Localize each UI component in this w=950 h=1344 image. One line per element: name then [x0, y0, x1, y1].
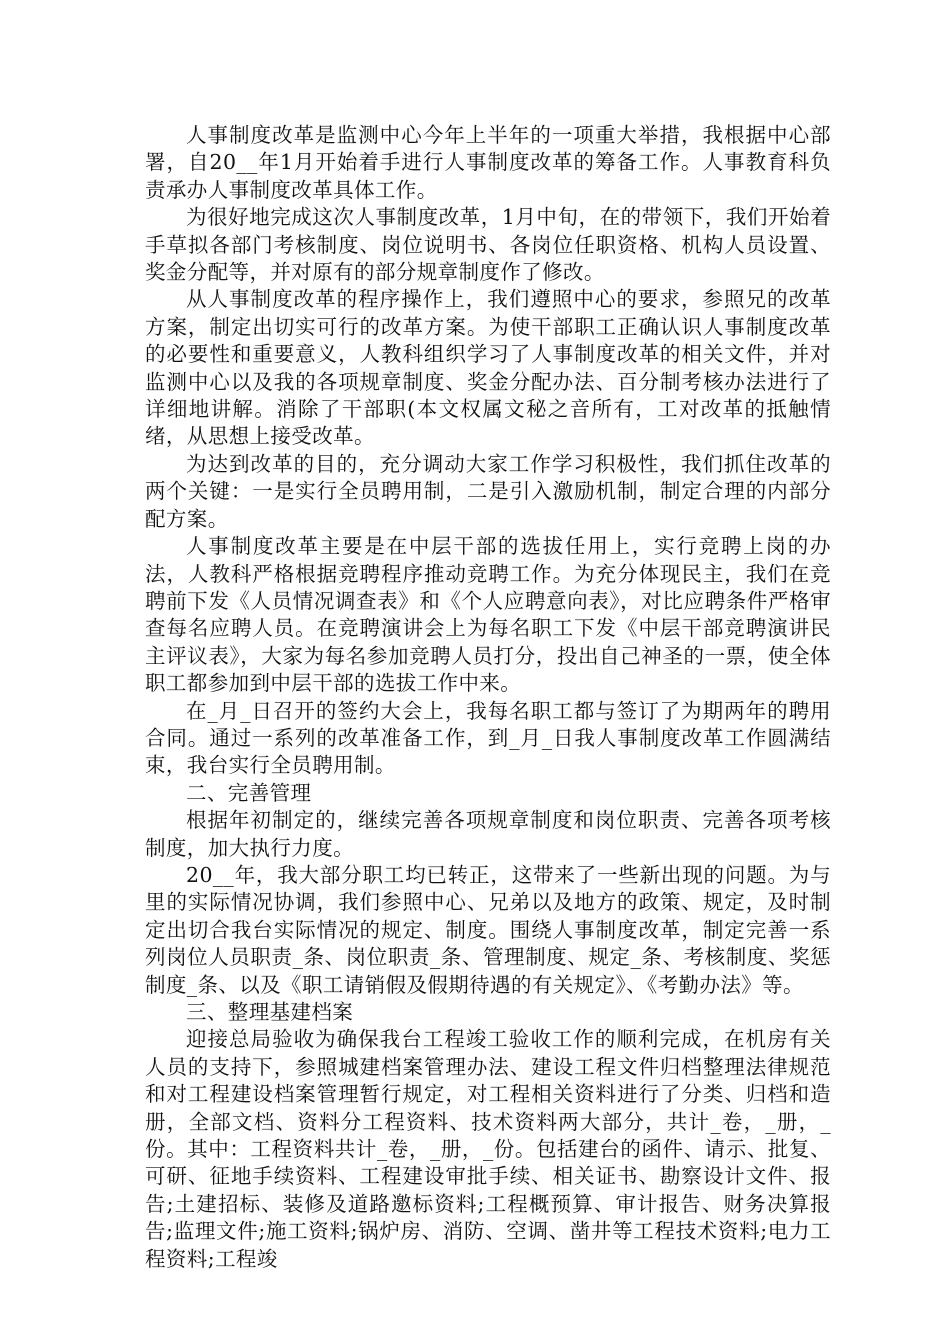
paragraph-7: 根据年初制定的，继续完善各项规章制度和岗位职责、完善各项考核制度，加大执行力度。: [145, 808, 831, 860]
paragraph-1: 人事制度改革是监测中心今年上半年的一项重大举措，我根据中心部署，自20__年1月开始着手进行人事制度改革的筹备工作。人事教育科负责承办人事制度改革具体工作。: [145, 123, 831, 202]
section-heading-3: 三、整理基建档案: [186, 1000, 354, 1024]
paragraph-6: 在_月_日召开的签约大会上，我每名职工都与签订了为期两年的聘用合同。通过一系列的改革准备工作，到_月_日我人事制度改革工作圆满结束，我台实行全员聘用制。: [145, 698, 831, 778]
paragraph-3: 从人事制度改革的程序操作上，我们遵照中心的要求，参照兄的改革方案，制定出切实可行的改革方案。为使干部职工正确认识人事制度改革的必要性和重要意义，人教科组织学习了人事制度改革的相关文件，并对监测中心以及我的各项规章制度、奖金分配办法、百分制考核办法进行了详细地讲解。消除了干部职(本文权属文秘之音所有，工对改革的抵触情绪，从思想上接受改革。: [145, 287, 831, 449]
document-body: [145, 122, 831, 1273]
paragraph-2: 为很好地完成这次人事制度改革，1月中旬，在的带领下，我们开始着手草拟各部门考核制度、岗位说明书、各岗位任职资格、机构人员设置、奖金分配等，并对原有的部分规章制度作了修改。: [145, 205, 831, 285]
paragraph-8: 20__年，我大部分职工均已转正，这带来了一些新出现的问题。为与里的实际情况协调，我们参照中心、兄弟以及地方的政策、规定，及时制定出切合我台实际情况的规定、制度。围绕人事制度改革，制定完善一系列岗位人员职责_条、岗位职责_条、管理制度、规定_条、考核制度、奖惩制度_条、以及《职工请销假及假期待遇的有关规定》、《考勤办法》等。: [145, 862, 831, 997]
section-heading-2: 二、完善管理: [186, 780, 312, 805]
paragraph-5: 人事制度改革主要是在中层干部的选拔任用上，实行竞聘上岗的办法，人教科严格根据竞聘程序推动竞聘工作。为充分体现民主，我们在竞聘前下发《人员情况调查表》和《个人应聘意向表》，对比应聘条件严格审查每名应聘人员。在竞聘演讲会上为每名职工下发《中层干部竞聘演讲民主评议表》，大家为每名参加竞聘人员打分，投出自己神圣的一票，使全体职工都参加到中层干部的选拔工作中来。: [145, 534, 831, 696]
paragraph-4: 为达到改革的目的，充分调动大家工作学习积极性，我们抓住改革的两个关键：一是实行全员聘用制，二是引入激励机制，制定合理的内部分配方案。: [145, 451, 831, 531]
paragraph-9: 迎接总局验收为确保我台工程竣工验收工作的顺利完成，在机房有关人员的支持下，参照城建档案管理办法、建设工程文件归档整理法律规范和对工程建设档案管理暂行规定，对工程相关资料进行了分类、归档和造册，全部文档、资料分工程资料、技术资料两大部分，共计_卷，_册，_份。其中：工程资料共计_卷，_册，_份。包括建台的函件、请示、批复、可研、征地手续资料、工程建设审批手续、相关证书、勘察设计文件、报告;土建招标、装修及道路邀标资料;工程概预算、审计报告、财务决算报告;监理文件;施工资料;锅炉房、消防、空调、凿井等工程技术资料;电力工程资料;工程竣: [145, 1027, 831, 1271]
